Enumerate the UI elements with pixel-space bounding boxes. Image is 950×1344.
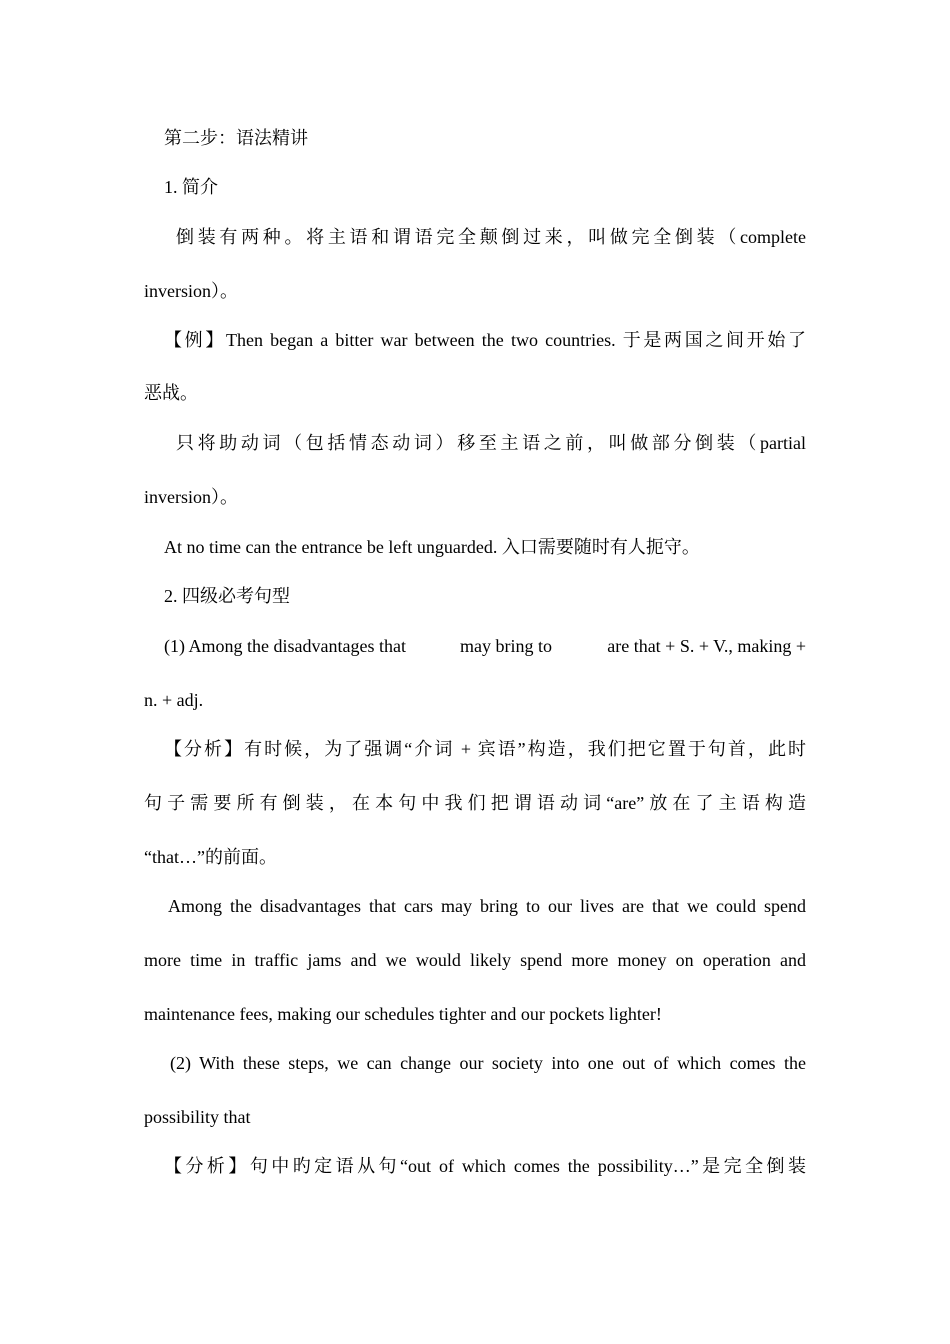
analysis1-line1: 【分析】有时候，为了强调“介词 + 宾语”构造，我们把它置于句首，此时	[164, 739, 806, 759]
pattern2-line1: (2) With these steps, we can change our society into one out of which comes the	[170, 1053, 806, 1073]
sample-sentence-line3: maintenance fees, making our schedules tighter and our pockets lighter!	[144, 1004, 662, 1024]
example-complete-inversion-line1: 【例】Then began a bitter war between the two countries. 于是两国之间开始了	[164, 330, 806, 350]
paragraph-partial-inversion-line2: inversion）。	[144, 487, 238, 507]
sample-sentence-line2: more time in traffic jams and we would likely spend more money on operation and	[144, 950, 806, 970]
analysis1-line2: 句子需要所有倒装，在本句中我们把谓语动词“are”放在了主语构造	[144, 793, 806, 813]
paragraph-complete-inversion-line1: 倒装有两种。将主语和谓语完全颠倒过来，叫做完全倒装（complete	[176, 227, 806, 247]
paragraph-complete-inversion-line2: inversion）。	[144, 281, 238, 301]
section-heading: 第二步：语法精讲	[164, 128, 308, 148]
pattern2-line2: possibility that	[144, 1107, 251, 1127]
pattern1-part-b: may bring to	[460, 636, 552, 656]
analysis1-line3: “that…”的前面。	[144, 847, 277, 867]
pattern1-part-a: (1) Among the disadvantages that	[164, 636, 406, 656]
example-complete-inversion-line2: 恶战。	[144, 383, 198, 403]
pattern1-line2: n. + adj.	[144, 690, 204, 710]
example-partial-inversion: At no time can the entrance be left unguarded. 入口需要随时有人扼守。	[164, 537, 700, 557]
sample-sentence-line1: Among the disadvantages that cars may bring to our lives are that we could spend	[168, 896, 806, 916]
pattern1-part-c: are that + S. + V., making +	[607, 636, 806, 656]
section-title-patterns: 2. 四级必考句型	[164, 586, 290, 606]
section-title-intro: 1. 简介	[164, 177, 218, 197]
analysis2-line1: 【分析】句中旳定语从句“out of which comes the possibility…”是完全倒装	[164, 1156, 806, 1176]
paragraph-partial-inversion-line1: 只将助动词（包括情态动词）移至主语之前，叫做部分倒装（partial	[176, 433, 806, 453]
